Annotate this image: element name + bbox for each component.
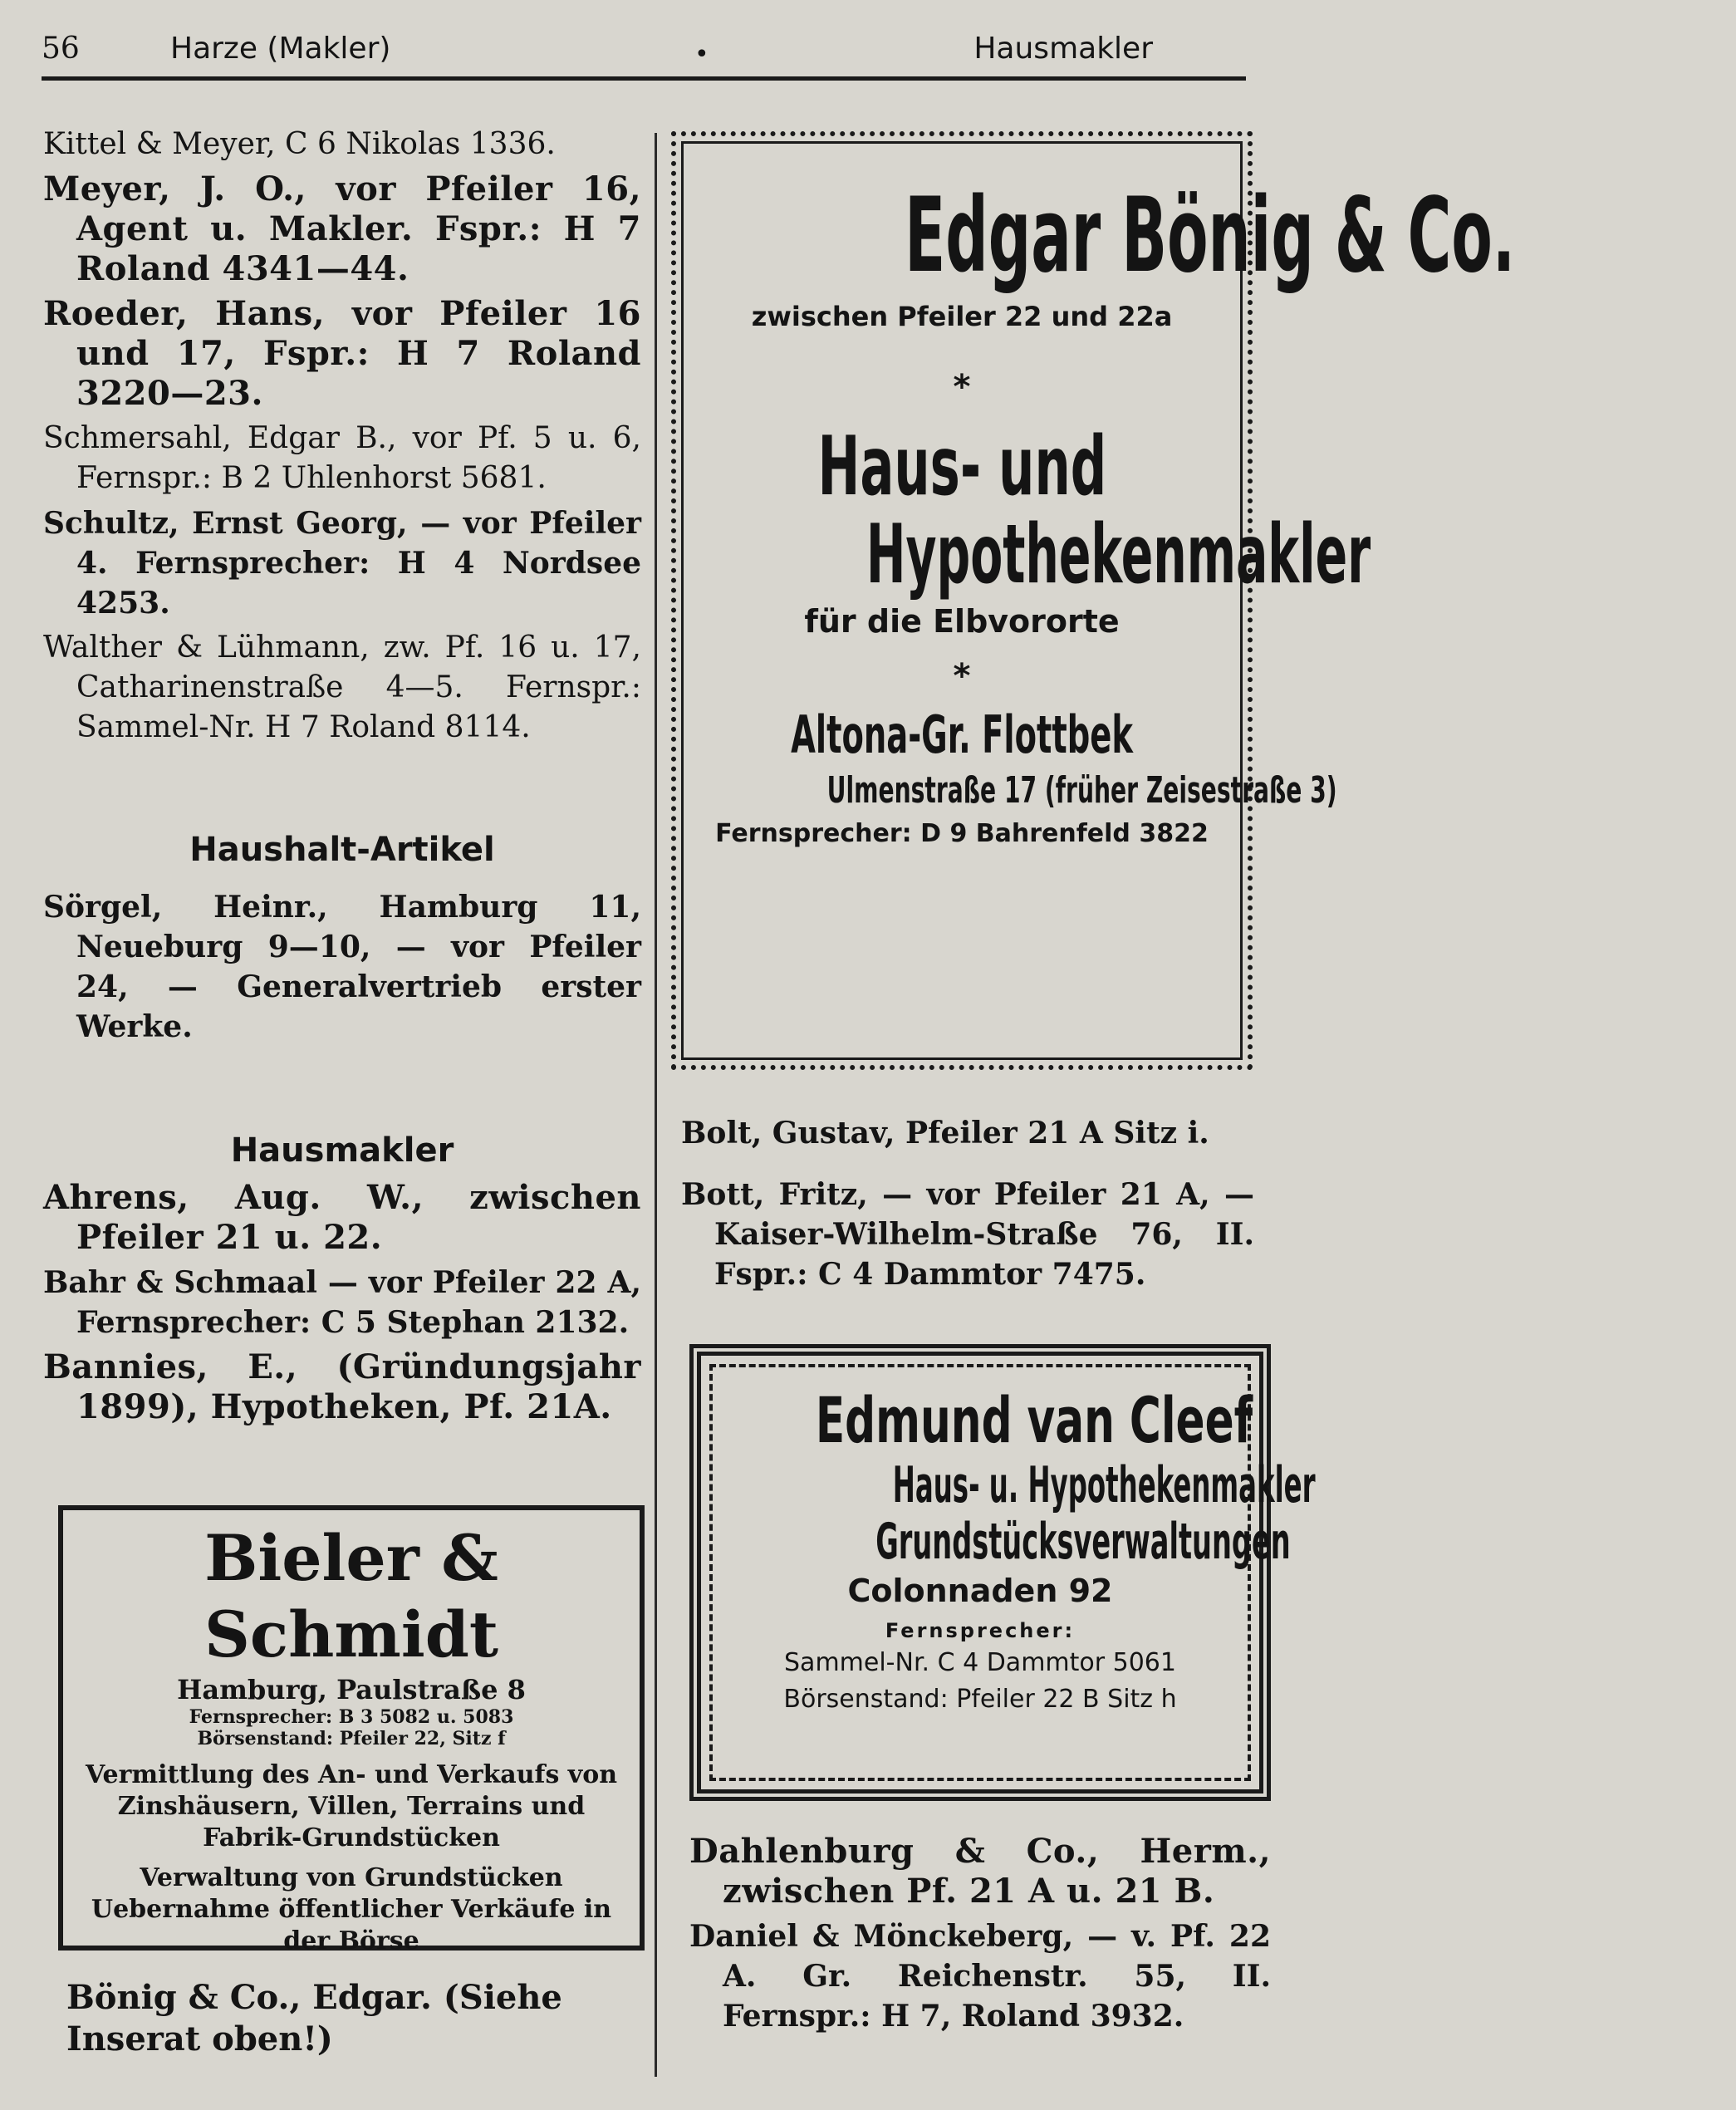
listing-entry: Bolt, Gustav, Pfeiler 21 A Sitz i. [681,1116,1209,1151]
ad-boenig-name: Edgar Bönig & Co. [905,176,1516,296]
listing-entry: Sörgel, Heinr., Hamburg 11, Neueburg 9—10, — vor Pfeiler 24, — Generalvertrieb erster Werke. [43,890,641,1044]
listing-entry: Schultz, Ernst Georg, — vor Pfeiler 4. Fernsprecher: H 4 Nordsee 4253. [43,506,641,621]
page-header [42,32,1246,73]
listing-entry-boenig: Bönig & Co., Edgar. (Siehe Inserat oben!) [66,1978,562,2058]
listing-entry: Walther & Lühmann, zw. Pf. 16 u. 17, Catharinenstraße 4—5. Fernspr.: Sammel-Nr. H 7 Roland 8114. [43,631,641,744]
listing-entry: Roeder, Hans, vor Pfeiler 16 und 17, Fspr.: H 7 Roland 3220—23. [43,294,641,413]
ad-bieler-schmidt [58,1505,645,1955]
ad-cleef-name: Edmund van Cleef [815,1383,1253,1457]
ad-cleef-phone-label: Fernsprecher: [885,1619,1076,1642]
listing-entry: Meyer, J. O., vor Pfeiler 16, Agent u. Makler. Fspr.: H 7 Roland 4341—44. [43,169,641,288]
right-column-entries-a [681,1113,1254,1299]
ad-cleef-line2: Grundstücksverwaltungen [875,1513,1291,1571]
section-heading-haushalt: Haushalt-Artikel [189,831,495,869]
right-column-entries-b [689,1832,1271,2041]
ad-boenig-phone: Fernsprecher: D 9 Bahrenfeld 3822 [715,819,1209,848]
page-number: 56 [42,32,80,66]
ad-boenig-title2: Hypothekenmakler [866,508,1371,602]
listing-entry: Schmersahl, Edgar B., vor Pf. 5 u. 6, Fernspr.: B 2 Uhlenhorst 5681. [43,421,641,495]
ad-cleef-chain-border [709,1364,1316,1781]
running-head-right: Hausmakler [973,32,1153,66]
ad-boenig-star: * [953,657,971,695]
listing-entry: Ahrens, Aug. W., zwischen Pfeiler 21 u. 22. [43,1178,641,1257]
ad-cleef-line1: Haus- u. Hypothekenmakler [892,1456,1316,1514]
ad-boenig-inner [681,141,1516,1060]
ad-bieler-service3: Uebernahme öffentlicher Verkäufe in der Börse [91,1895,612,1955]
ad-boenig-location: zwischen Pfeiler 22 und 22a [751,301,1173,332]
ad-bieler-service1: Vermittlung des An- und Verkaufs von Zinshäusern, Villen, Terrains und Fabrik-Grundstücken [85,1760,618,1852]
header-dot: • [694,40,709,69]
ad-boenig-star: * [953,368,971,406]
listing-entry: Kittel & Meyer, C 6 Nikolas 1336. [43,127,556,161]
section-heading-hausmakler: Hausmakler [230,1131,454,1170]
header-rule [42,76,1246,81]
ad-bieler-phone: Fernsprecher: B 3 5082 u. 5083 [189,1706,514,1728]
listing-entry: Bannies, E., (Gründungsjahr 1899), Hypotheken, Pf. 21A. [43,1347,641,1426]
listing-entry: Daniel & Mönckeberg, — v. Pf. 22 A. Gr. Reichenstr. 55, II. Fernspr.: H 7, Roland 3932. [689,1919,1271,2034]
listing-entry: Bott, Fritz, — vor Pfeiler 21 A, — Kaiser-Wilhelm-Straße 76, II. Fspr.: C 4 Dammtor 7475. [681,1177,1254,1292]
column-rule [655,133,657,2077]
left-column [43,125,641,1432]
listing-entry: Dahlenburg & Co., Herm., zwischen Pf. 21 A u. 21 B. [689,1832,1271,1911]
ad-bieler-name: Bieler & Schmidt [204,1521,498,1671]
ad-cleef-phone: Sammel-Nr. C 4 Dammtor 5061 [784,1648,1176,1677]
ad-cleef-boerse: Börsenstand: Pfeiler 22 B Sitz h [783,1685,1177,1714]
running-head-left: Harze (Makler) [170,32,391,66]
ad-boenig-town: Altona-Gr. Flottbek [791,704,1133,765]
listing-entry: Bahr & Schmaal — vor Pfeiler 22 A, Fernsprecher: C 5 Stephan 2132. [43,1265,641,1340]
ad-bieler-service2: Verwaltung von Grundstücken [140,1863,563,1892]
ad-boenig-region: für die Elbvororte [804,603,1120,640]
ad-bieler-address: Hamburg, Paulstraße 8 [177,1674,526,1705]
ad-boenig-street: Ulmenstraße 17 (früher Zeisestraße 3) [826,769,1337,812]
ad-cleef-address: Colonnaden 92 [847,1573,1113,1609]
ad-edgar-boenig [671,131,1516,1070]
ad-edmund-van-cleef [689,1344,1316,1801]
ad-bieler-boerse: Börsenstand: Pfeiler 22, Sitz f [197,1728,506,1749]
ad-boenig-title1: Haus- und [817,420,1106,514]
